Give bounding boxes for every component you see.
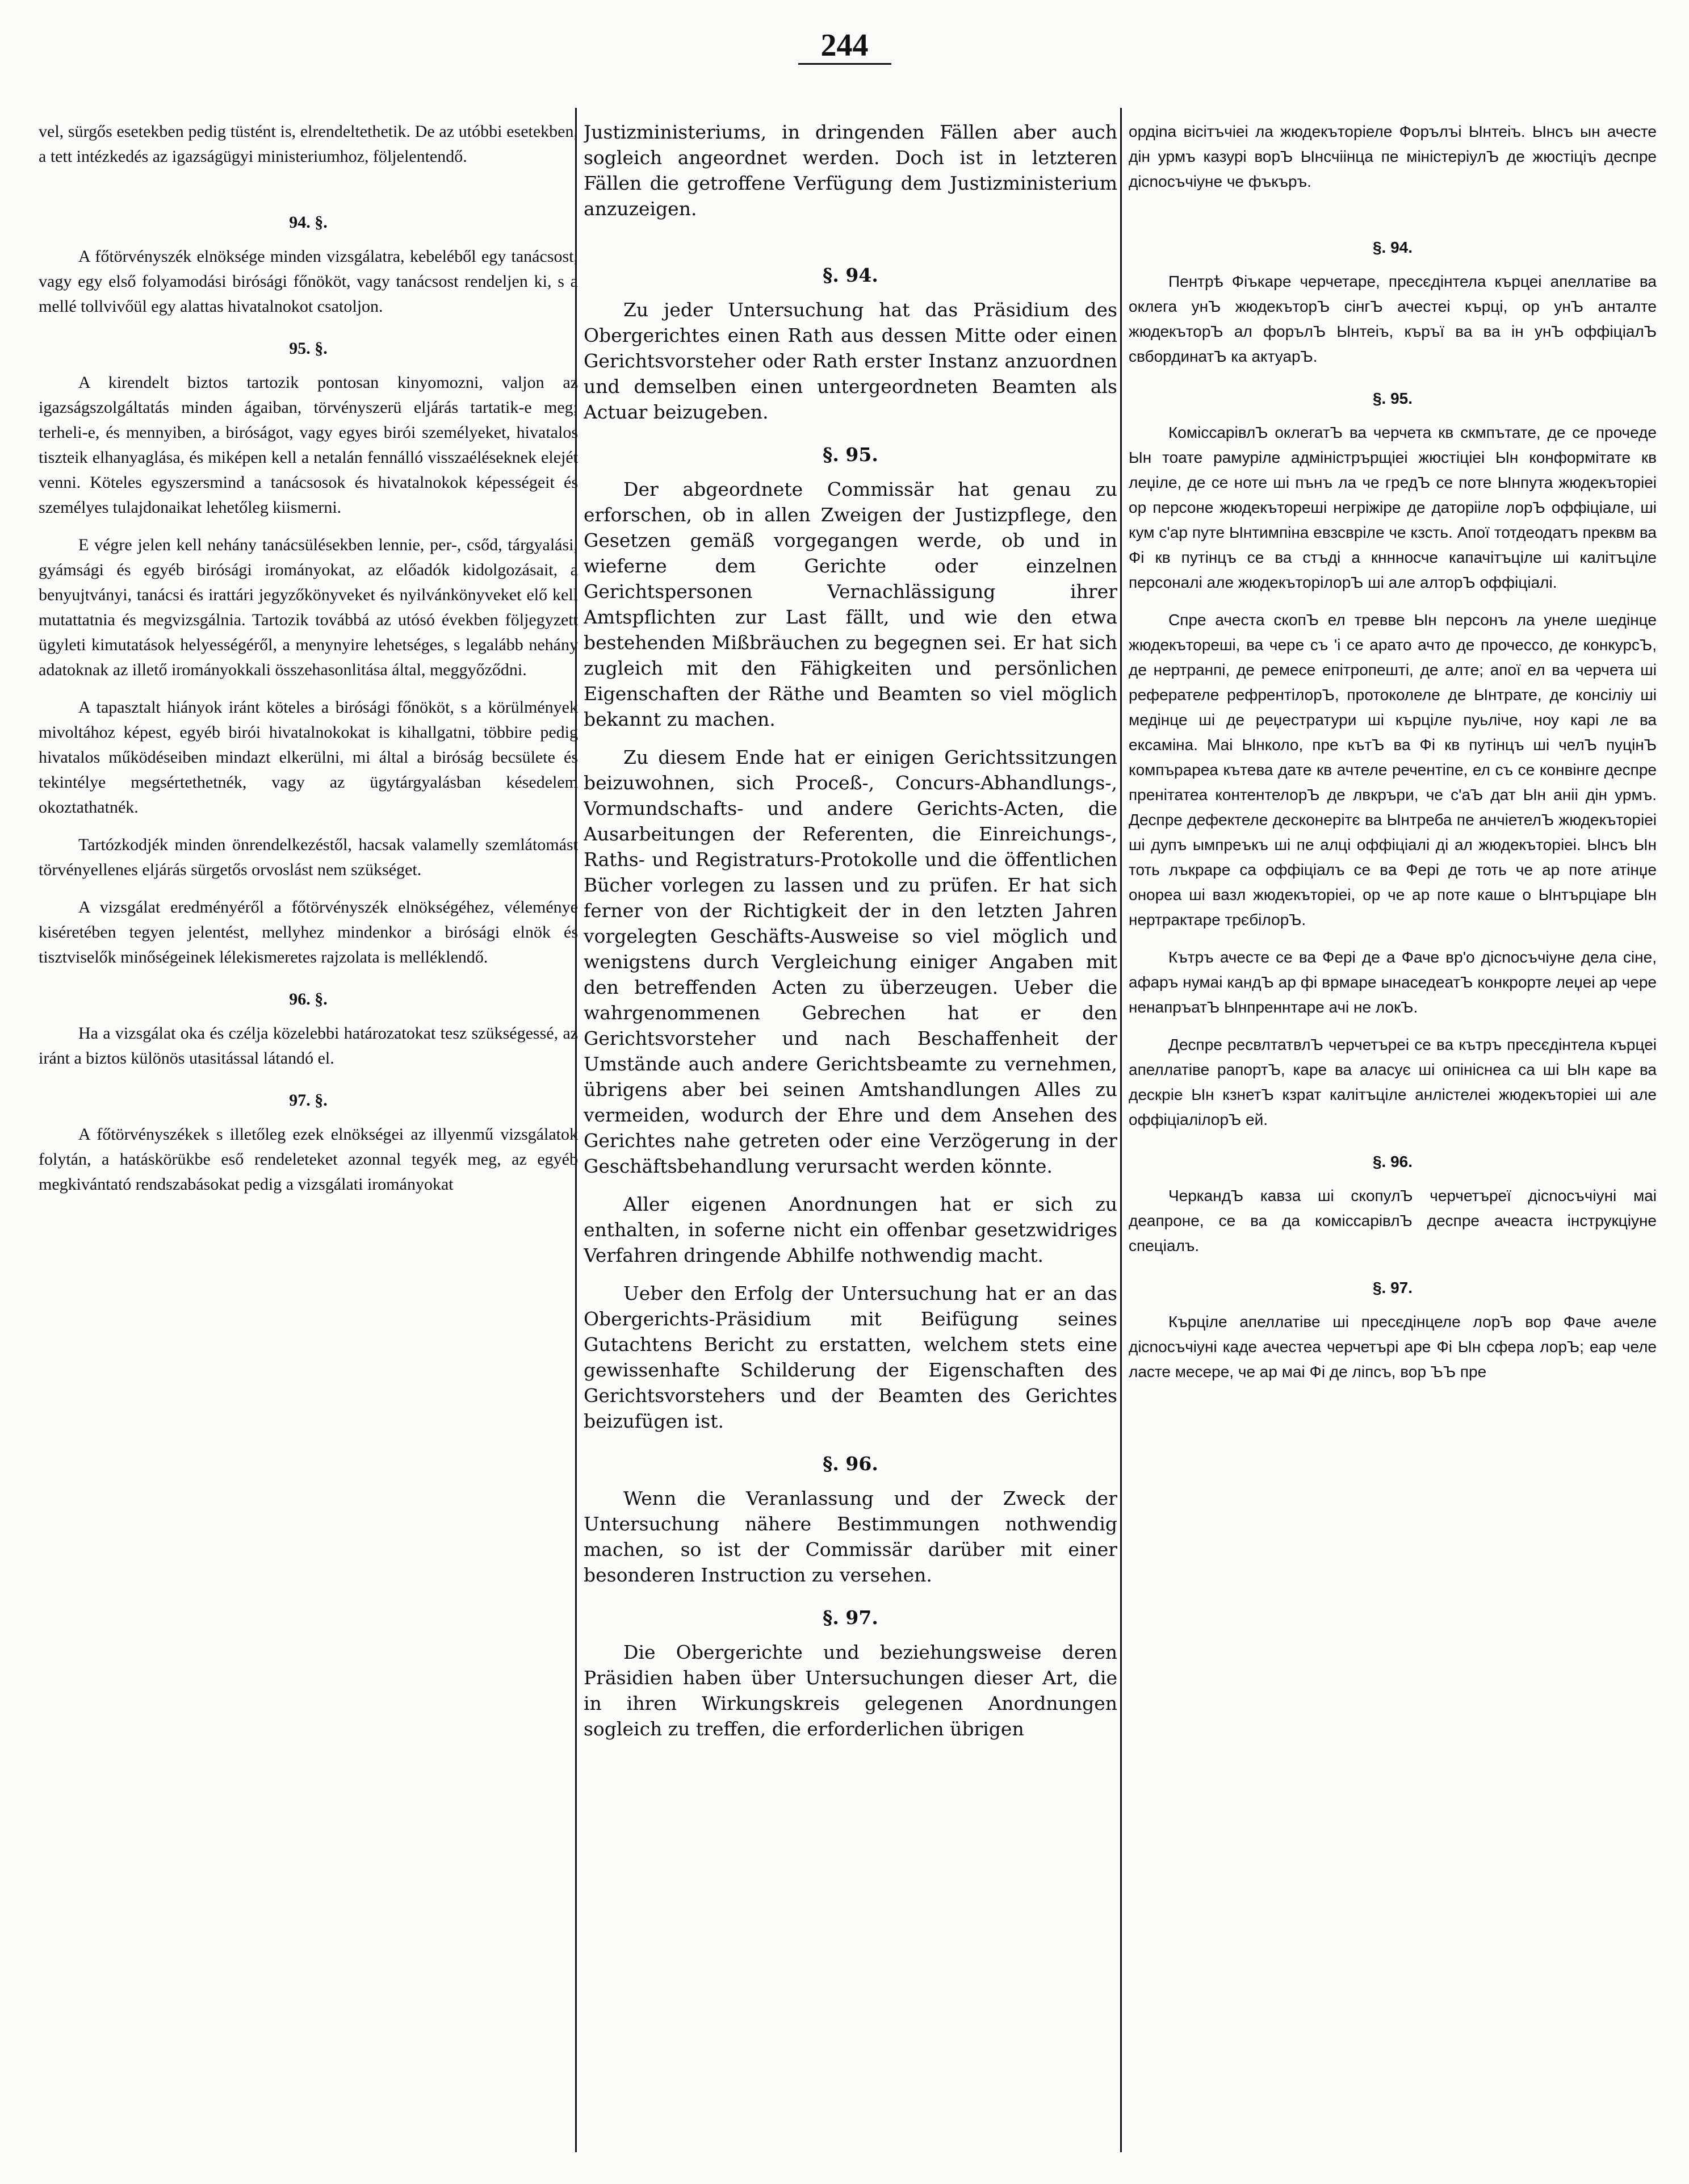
paragraph: Ha a vizsgálat oka és czélja közelebbi határozatokat tesz szükségessé, az iránt a biztos különös utasitással látandó el. [39, 1024, 578, 1068]
german-intro: Justizministeriums, in dringenden Fällen aber auch sogleich angeordnet werden. Doch ist in letzteren Fällen die getroffene Verfügung dem Justizministerium anzuzeigen. [584, 121, 1117, 220]
paragraph: A főtörvényszék elnöksége minden vizsgálatra, kebeléből egy tanácsost, vagy egy első folyamodási birósági főnököt, vagy tanácsost rendeljen ki, s a mellé tollvivőül egy alattas hivatalnokot csatoljon. [39, 247, 578, 316]
paragraph: КоміссарівлЪ оклегатЪ ва черчета кв скмпътате, де се прочеде Ын тоате рамуріле адміністрърщіеі жюстіціеі Ын конформітате кв леџіле, де се ноте ші пънъ ла че гредЪ се поте Ынпута жюдекъторіеі ор персоне жюдекътореші негріжіре де даторііле лорЪ оффіціале, ші кум с'ар путе Ынтимпіна евзсвріле че кзсть. Апої тотдеодатъ преквм ва Фі кв путінцъ се ва стъді а кннносче капачітъціле ші калітъціле персоналі але жюдекъторілорЪ ші але алторЪ оффіціалі. [1129, 424, 1657, 591]
section-heading: §. 96. [1372, 1153, 1413, 1170]
paragraph: Die Obergerichte und beziehungsweise deren Präsidien haben über Untersuchungen dieser Art, die in ihren Wirkungskreis gelegenen Anordnungen sogleich zu treffen, die erforderlichen übrigen [584, 1641, 1117, 1740]
section-heading: §. 97. [823, 1606, 878, 1629]
german-section-96 [584, 1451, 1117, 1588]
paragraph: Zu diesem Ende hat er einigen Gerichtssitzungen beizuwohnen, sich Proceß-, Concurs-Abhandlungs-, Vormundschafts- und andere Gerichts-Acten, die Ausarbeitungen der Referenten, die Einreichungs-, Raths- und Registraturs-Protokolle und die öffentlichen Bücher vorlegen zu lassen und zu prüfen. Er hat sich ferner von der Richtigkeit der in den letzten Jahren vorgelegten Geschäfts-Ausweise so viel möglich und wenigstens durch Vergleichung einiger Angaben mit den betreffenden Acten zu überzeugen. Ueber die wahrgenommenen Gebrechen hat er den Gerichtsvorsteher und nach Beschaffenheit der Umstände auch andere Gerichtsbeamte zu vernehmen, übrigens aber bei seinen Amtshandlungen Alles zu vermeiden, wodurch der Ehre und dem Ansehen des Gerichtes nahe getreten oder eine Verzögerung in der Geschäftsbehandlung verursacht werden könnte. [584, 746, 1117, 1177]
paragraph: Wenn die Veranlassung und der Zweck der Untersuchung nähere Bestimmungen nothwendig machen, so ist der Commissär darüber mit einer besonderen Instruction zu versehen. [584, 1487, 1117, 1586]
paragraph: Tartózkodjék minden önrendelkezéstől, hacsak valamelly szemlátomást törvényellenes eljárás sürgetős orvoslást nem szükséget. [39, 835, 578, 879]
paragraph: A tapasztalt hiányok iránt köteles a birósági főnököt, s a körülmények mivoltához képest, egyéb birói hivatalnokokat is kihallgatni, többire pedig hivatalos működéseiben mindazt elkerülni, mi által a biróság becsülete és tekintélye megsértethetnék, vagy az ügytárgyalásban késedelem okoztathatnék. [39, 698, 578, 817]
romanian-section-94 [1129, 235, 1657, 369]
paragraph: Der abgeordnete Commissär hat genau zu erforschen, ob in allen Zweigen der Justizpflege, den Gesetzen gemäß vorgegangen werde, ob und in wieferne dem Gerichte oder einzelnen Gerichtspersonen Vernachlässigung ihrer Amtspflichten zur Last fällt, und wie den etwa bestehenden Mißbräuchen zu begegnen sei. Er hat sich zugleich mit den Fähigkeiten und persönlichen Eigenschaften der Räthe und Beamten so viel möglich bekannt zu machen. [584, 478, 1117, 730]
romanian-section-97 [1129, 1275, 1657, 1384]
section-heading: §. 94. [823, 264, 878, 286]
section-heading: §. 95. [823, 444, 878, 466]
paragraph: Пентрѣ Фіъкаре черчетаре, пресєдінтела кърцеі апеллатіве ва оклега унЪ жюдекъторЪ сінгЪ ачестеі кърці, ор унЪ анталте жюдекъторЪ ал форълЪ Ынтеіъ, къръї ва ва ін унЪ оффіціалЪ свбординатЪ ка актуарЪ. [1129, 273, 1657, 365]
paragraph: Aller eigenen Anordnungen hat er sich zu enthalten, in soferne nicht ein offenbar gesetzwidriges Verfahren dringende Abhilfe nothwendig macht. [584, 1193, 1117, 1266]
hungarian-section-96 [39, 987, 578, 1071]
hungarian-section-97 [39, 1088, 578, 1197]
paragraph: Кърціле апеллатіве ші пресєдінцеле лорЪ вор Фаче ачеле дісnосъчіуні каде ачестеа черчетърі аре Фі Ын сфера лорЪ; еар челе ласте месере, че ар маі Фі де ліпсъ, вор ЪЪ пре [1129, 1313, 1657, 1380]
section-heading: §. 96. [823, 1453, 878, 1475]
hungarian-section-94 [39, 210, 578, 319]
section-heading: 94. §. [289, 213, 328, 232]
section-heading: §. 97. [1372, 1279, 1413, 1296]
hungarian-section-95 [39, 336, 578, 970]
section-heading: §. 94. [1372, 239, 1413, 256]
german-section-97 [584, 1605, 1117, 1742]
romanian-section-95 [1129, 386, 1657, 1132]
paragraph: A főtörvényszékek s illetőleg ezek elnökségei az illyenmű vizsgálatok folytán, a hatáskörükbe eső rendeleteket azonnal tegyék meg, az egyéb megkivántató rendszabásokat pedig a vizsgálati irományokat [39, 1125, 578, 1194]
paragraph: ЧеркандЪ кавза ші скопулЪ черчетъреї дісnосъчіуні маі деапроне, се ва да коміссарівлЪ деспре ачеаста інструкціуне спеціалъ. [1129, 1187, 1657, 1254]
hungarian-intro: vel, sürgős esetekben pedig tüstént is, elrendeltethetik. De az utóbbi esetekben, a tett intézkedés az igazságügyi ministeriumhoz, följelentendő. [39, 122, 578, 166]
page-number: 244 [0, 27, 1689, 64]
column-divider-right [1120, 108, 1122, 2152]
section-heading: 97. §. [289, 1091, 328, 1110]
german-section-95 [584, 442, 1117, 1434]
romanian-column [1129, 119, 1657, 2164]
paragraph: Zu jeder Untersuchung hat das Präsidium des Obergerichtes einen Rath aus dessen Mitte oder einen Gerichtsvorsteher oder Rath erster Instanz anzuordnen und demselben einen untergeordneten Beamten als Actuar beizugeben. [584, 299, 1117, 423]
paragraph: Деспре ресвлтатвлЪ черчетъреі се ва кътръ пресєдінтела кърцеі апеллатіве рапортЪ, каре ва аласує ші опініснеа са ші Ын каре ва дескріе Ын кзнетЪ кзрат калітъціле анлістелеі жюдекъторіеі ші але оффіціалілорЪ ей. [1129, 1036, 1657, 1128]
german-column [584, 119, 1117, 2164]
paragraph: Спре ачеста скопЪ ел тревве Ын персонъ ла унеле шедінце жюдекътореші, ва чере съ 'і се арато ачто де прочессо, де конкурсЪ, де нертранпі, де ремесе епітропешті, де алте; апої ел ва черчета ші реферателе рефрентілорЪ, протоколеле де Ынтрате, де консіліу ші медінце ші де реџестратури ші кърціле пуьліче, ноу карі ле ва ексаміна. Маі Ынколо, пре кътЪ ва Фі кв путінцъ ші челЪ пуцінЪ компърареа кътева дате кв ачтеле речентіпе, ел съ се конвінге деспре пренітатеа контентелорЪ де лвкръри, че с'аЪ дат Ын аніі дін урмъ. Деспре дефектеле десконерітє ва Ынтреба пе анчіетелЪ жюдекъторіеі ші дупъ ымпреъкъ ші пе алці оффіціалі ді ал жюдекъторіеі. Ынсъ Ын тоть лъкраре са оффіціалъ се ва Фері де тоть че ар поте атінџе онореа ші вазл жюдекъторіеі, ор че ар поте каше о Ынтърціаре Ын нертрактаре трєбілорЪ. [1129, 611, 1657, 928]
hungarian-column [39, 119, 578, 2164]
section-heading: 95. §. [289, 339, 328, 358]
romanian-intro: ордina вісітъчіеі ла жюдекъторіеле Форълъі Ынтеіъ. Ынсъ ын ачесте дін урмъ казурі ворЪ Ынсчіінца пе міністеріулЪ де жюстіціъ деспре дісnосъчіуне че фъкъръ. [1129, 123, 1657, 190]
paragraph: Кътръ ачесте се ва Фері де а Фаче вр'о дісnосъчіуне дела сіне, афаръ нумаі кандЪ ар фі врмаре ынаседеатЪ конкрорте леџеі ар чере ненапръатЪ Ынпреннтаре ачі не локЪ. [1129, 948, 1657, 1016]
romanian-section-96 [1129, 1149, 1657, 1258]
paragraph: A vizsgálat eredményéről a főtörvényszék elnökségéhez, véleménye kiséretében tegyen jelentést, mellyhez mindenkor a birósági elnök és tisztviselők minőségeinek lélekismeretes rajzolata is melléklendő. [39, 898, 578, 967]
paragraph: Ueber den Erfolg der Untersuchung hat er an das Obergerichts-Präsidium mit Beifügung seines Gutachtens Bericht zu erstatten, welchem stets eine gewissenhafte Schilderung der Eigenschaften des Gerichtsvorstehers und der Beamten des Gerichtes beizufügen ist. [584, 1282, 1117, 1432]
german-section-94 [584, 262, 1117, 425]
section-heading: §. 95. [1372, 390, 1413, 407]
paragraph: A kirendelt biztos tartozik pontosan kinyomozni, valjon az igazságszolgáltatás minden ágaiban, törvényszerü eljárás tartatik-e meg; terheli-e, és mennyiben, a biróságot, vagy egyes birói személyeket, hivatalos tiszteik elhanyaglása, és miképen kell a netalán fennálló visszaéléseknek elejét venni. Köteles egyszersmind a tanácsosok és hivatalnokok képességeit és személyes tulajdonaikat lehetőleg kiismerni. [39, 373, 578, 517]
paragraph: E végre jelen kell nehány tanácsülésekben lennie, per-, csőd, tárgyalási, gyámsági és egyéb birósági irományokat, az előadók kidolgozásait, a benyujtványi, tanácsi és irattári jegyzőkönyveket és nyilvánkönyveket elő kell mutattatnia és megvizsgálnia. Tartozik továbbá az utósó években följegyzett ügyleti kimutatások helyességéről, a menynyire lehetséges, s legalább nehány adatoknak az illető irományokkali összehasonlitása által, meggyőződni. [39, 535, 578, 679]
section-heading: 96. §. [289, 990, 328, 1009]
